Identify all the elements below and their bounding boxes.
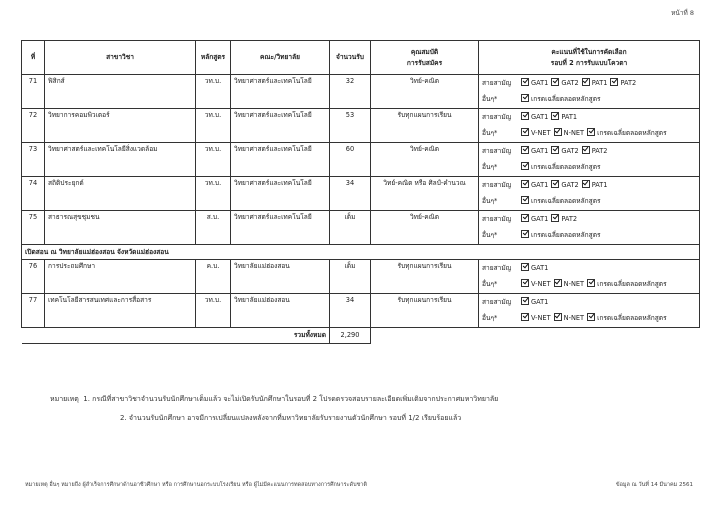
header-major: สาขาวิชา [45,41,196,75]
row-faculty: วิทยาลัยแม่ฮ่องสอน [231,294,330,328]
criteria-item: GAT2 [561,147,579,155]
criteria-line [482,296,696,308]
criteria-item: PAT2 [591,147,608,155]
table-row [22,177,700,211]
criteria-line [482,312,696,324]
criteria-item: เกรดเฉลี่ยตลอดหลักสูตร [597,129,667,137]
row-no: 74 [22,177,45,211]
criteria-label: อื่นๆ* [482,280,498,288]
row-faculty: วิทยาศาสตร์และเทคโนโลยี [231,75,330,109]
criteria-line [482,229,696,241]
checked-checkbox-icon [521,180,529,188]
criteria-item: เกรดเฉลี่ยตลอดหลักสูตร [531,197,601,205]
criteria-item: PAT1 [561,113,578,121]
row-major: สถิติประยุกต์ [45,177,196,211]
checked-checkbox-icon [551,180,559,188]
checked-checkbox-icon [554,279,562,287]
criteria-item: N-NET [563,129,585,137]
row-qualification: รับทุกแผนการเรียน [371,294,479,328]
row-quota: 34 [330,294,371,328]
table-row [22,75,700,109]
criteria-line [482,213,696,225]
header-score-line2: รอบที่ 2 การรับแบบโควตา [550,58,628,67]
row-no: 75 [22,211,45,245]
header-score-line1: คะแนนที่ใช้ในการคัดเลือก [551,47,627,56]
criteria-item: GAT1 [531,79,549,87]
checked-checkbox-icon [551,146,559,154]
checked-checkbox-icon [521,297,529,305]
row-no: 73 [22,143,45,177]
row-score-criteria [479,75,700,109]
criteria-item: GAT2 [561,79,579,87]
criteria-label: อื่นๆ* [482,95,498,103]
section-title: เปิดสอน ณ วิทยาลัยแม่ฮ่องสอน จังหวัดแม่ฮ่องสอน [22,245,700,260]
row-major: เทคโนโลยีสารสนเทศและการสื่อสาร [45,294,196,328]
total-row [22,328,700,344]
row-program: ส.บ. [196,211,231,245]
criteria-item: V-NET [531,314,551,322]
row-program: ค.บ. [196,260,231,294]
checked-checkbox-icon [554,128,562,136]
checked-checkbox-icon [587,128,595,136]
footer-date: ข้อมูล ณ วันที่ 14 มีนาคม 2561 [615,482,693,488]
checked-checkbox-icon [587,279,595,287]
checked-checkbox-icon [587,313,595,321]
row-quota: 34 [330,177,371,211]
row-qualification: รับทุกแผนการเรียน [371,260,479,294]
criteria-item: GAT1 [531,298,549,306]
criteria-item: PAT1 [591,181,608,189]
table-header [22,41,700,75]
row-score-criteria [479,109,700,143]
criteria-label: สายสามัญ [482,181,512,189]
checked-checkbox-icon [521,263,529,271]
criteria-line [482,278,696,290]
row-quota: 32 [330,75,371,109]
criteria-label: สายสามัญ [482,215,512,223]
row-qualification: วิทย์-คณิต [371,143,479,177]
checked-checkbox-icon [521,279,529,287]
checked-checkbox-icon [521,196,529,204]
checked-checkbox-icon [582,146,590,154]
checked-checkbox-icon [521,112,529,120]
criteria-label: สายสามัญ [482,113,512,121]
table-row [22,109,700,143]
header-qual-line1: คุณสมบัติ [410,47,439,56]
row-major: สาธารณสุขชุมชน [45,211,196,245]
criteria-line [482,127,696,139]
criteria-line [482,145,696,157]
criteria-line [482,161,696,173]
note-1-text: 1. กรณีที่สาขาวิชาจำนวนรับนักศึกษาเต็มแล้ว จะไม่เปิดรับนักศึกษาในรอบที่ 2 โปรดตรวจสอบรายละเอียดเพิ่มเติมจากประกาศมหาวิทยาลัย [83,395,499,403]
criteria-label: สายสามัญ [482,264,512,272]
row-program: วท.บ. [196,75,231,109]
total-spacer: รวมทั้งหมด [22,328,330,344]
row-faculty: วิทยาศาสตร์และเทคโนโลยี [231,109,330,143]
checked-checkbox-icon [551,78,559,86]
notes [50,392,498,425]
criteria-item: PAT1 [591,79,608,87]
row-faculty: วิทยาศาสตร์และเทคโนโลยี [231,177,330,211]
criteria-label: อื่นๆ* [482,197,498,205]
criteria-line [482,262,696,274]
row-score-criteria [479,177,700,211]
criteria-item: GAT1 [531,215,549,223]
table-row [22,211,700,245]
checked-checkbox-icon [521,78,529,86]
row-quota: 53 [330,109,371,143]
checked-checkbox-icon [551,214,559,222]
header-qualification [371,41,479,75]
criteria-item: V-NET [531,280,551,288]
criteria-item: เกรดเฉลี่ยตลอดหลักสูตร [531,231,601,239]
row-major: วิทยาศาสตร์และเทคโนโลยีสิ่งแวดล้อม [45,143,196,177]
row-faculty: วิทยาศาสตร์และเทคโนโลยี [231,143,330,177]
row-no: 72 [22,109,45,143]
checked-checkbox-icon [521,94,529,102]
criteria-line [482,179,696,191]
row-score-criteria [479,260,700,294]
row-no: 77 [22,294,45,328]
checked-checkbox-icon [521,214,529,222]
checked-checkbox-icon [521,162,529,170]
header-no: ที่ [22,41,45,75]
checked-checkbox-icon [551,112,559,120]
page-number: หน้าที่ 8 [671,9,694,17]
row-faculty: วิทยาลัยแม่ฮ่องสอน [231,260,330,294]
checked-checkbox-icon [582,180,590,188]
criteria-item: N-NET [563,280,585,288]
row-program: วท.บ. [196,143,231,177]
header-qual-line2: การรับสมัคร [406,58,443,67]
row-qualification: วิทย์-คณิต [371,75,479,109]
table-row [22,143,700,177]
criteria-item: PAT2 [620,79,637,87]
criteria-label: อื่นๆ* [482,231,498,239]
header-faculty: คณะ/วิทยาลัย [231,41,330,75]
row-program: วท.บ. [196,294,231,328]
row-qualification: วิทย์-คณิต หรือ ศิลป์-คำนวณ [371,177,479,211]
criteria-item: เกรดเฉลี่ยตลอดหลักสูตร [531,95,601,103]
row-major: การประถมศึกษา [45,260,196,294]
criteria-label: สายสามัญ [482,79,512,87]
row-qualification: วิทย์-คณิต [371,211,479,245]
criteria-item: GAT1 [531,113,549,121]
criteria-line [482,77,696,89]
checked-checkbox-icon [610,78,618,86]
row-score-criteria [479,143,700,177]
criteria-item: GAT1 [531,181,549,189]
note-1 [50,392,498,406]
row-score-criteria [479,294,700,328]
note-2: 2. จำนวนรับนักศึกษา อาจมีการเปลี่ยนแปลงหลังจากที่มหาวิทยาลัยรับรายงานตัวนักศึกษา รอบที่ 1/2 เรียบร้อยแล้ว [120,414,462,422]
checked-checkbox-icon [582,78,590,86]
criteria-label: สายสามัญ [482,147,512,155]
checked-checkbox-icon [521,313,529,321]
admission-table [21,40,700,344]
table-row [22,294,700,328]
header-quota: จำนวนรับ [330,41,371,75]
criteria-line [482,111,696,123]
criteria-line [482,93,696,105]
total-value: 2,290 [330,328,371,344]
criteria-label: อื่นๆ* [482,129,498,137]
checked-checkbox-icon [521,146,529,154]
checked-checkbox-icon [521,128,529,136]
row-quota: 60 [330,143,371,177]
footer-note: หมายเหตุ อื่นๆ หมายถึง ผู้สำเร็จการศึกษาด้านอาชีวศึกษา หรือ การศึกษานอกระบบโรงเรียน หรือ ผู้ไม่มีคะแนนการทดสอบทางการศึกษาระดับชาติ [25,482,367,488]
row-program: วท.บ. [196,177,231,211]
row-qualification: รับทุกแผนการเรียน [371,109,479,143]
checked-checkbox-icon [521,230,529,238]
row-major: ฟิสิกส์ [45,75,196,109]
criteria-item: V-NET [531,129,551,137]
criteria-item: เกรดเฉลี่ยตลอดหลักสูตร [531,163,601,171]
criteria-item: เกรดเฉลี่ยตลอดหลักสูตร [597,314,667,322]
notes-prefix: หมายเหตุ [50,395,79,403]
criteria-item: N-NET [563,314,585,322]
checked-checkbox-icon [554,313,562,321]
section-row [22,245,700,260]
criteria-label: อื่นๆ* [482,163,498,171]
row-no: 71 [22,75,45,109]
criteria-line [482,195,696,207]
criteria-label: อื่นๆ* [482,314,498,322]
table-row [22,260,700,294]
row-score-criteria [479,211,700,245]
total-empty [371,328,700,344]
criteria-item: เกรดเฉลี่ยตลอดหลักสูตร [597,280,667,288]
header-score [479,41,700,75]
criteria-item: GAT2 [561,181,579,189]
criteria-item: PAT2 [561,215,578,223]
row-faculty: วิทยาศาสตร์และเทคโนโลยี [231,211,330,245]
row-program: วท.บ. [196,109,231,143]
criteria-item: GAT1 [531,264,549,272]
row-quota: เต็ม [330,260,371,294]
row-no: 76 [22,260,45,294]
criteria-label: สายสามัญ [482,298,512,306]
row-quota: เต็ม [330,211,371,245]
row-major: วิทยาการคอมพิวเตอร์ [45,109,196,143]
criteria-item: GAT1 [531,147,549,155]
header-program: หลักสูตร [196,41,231,75]
